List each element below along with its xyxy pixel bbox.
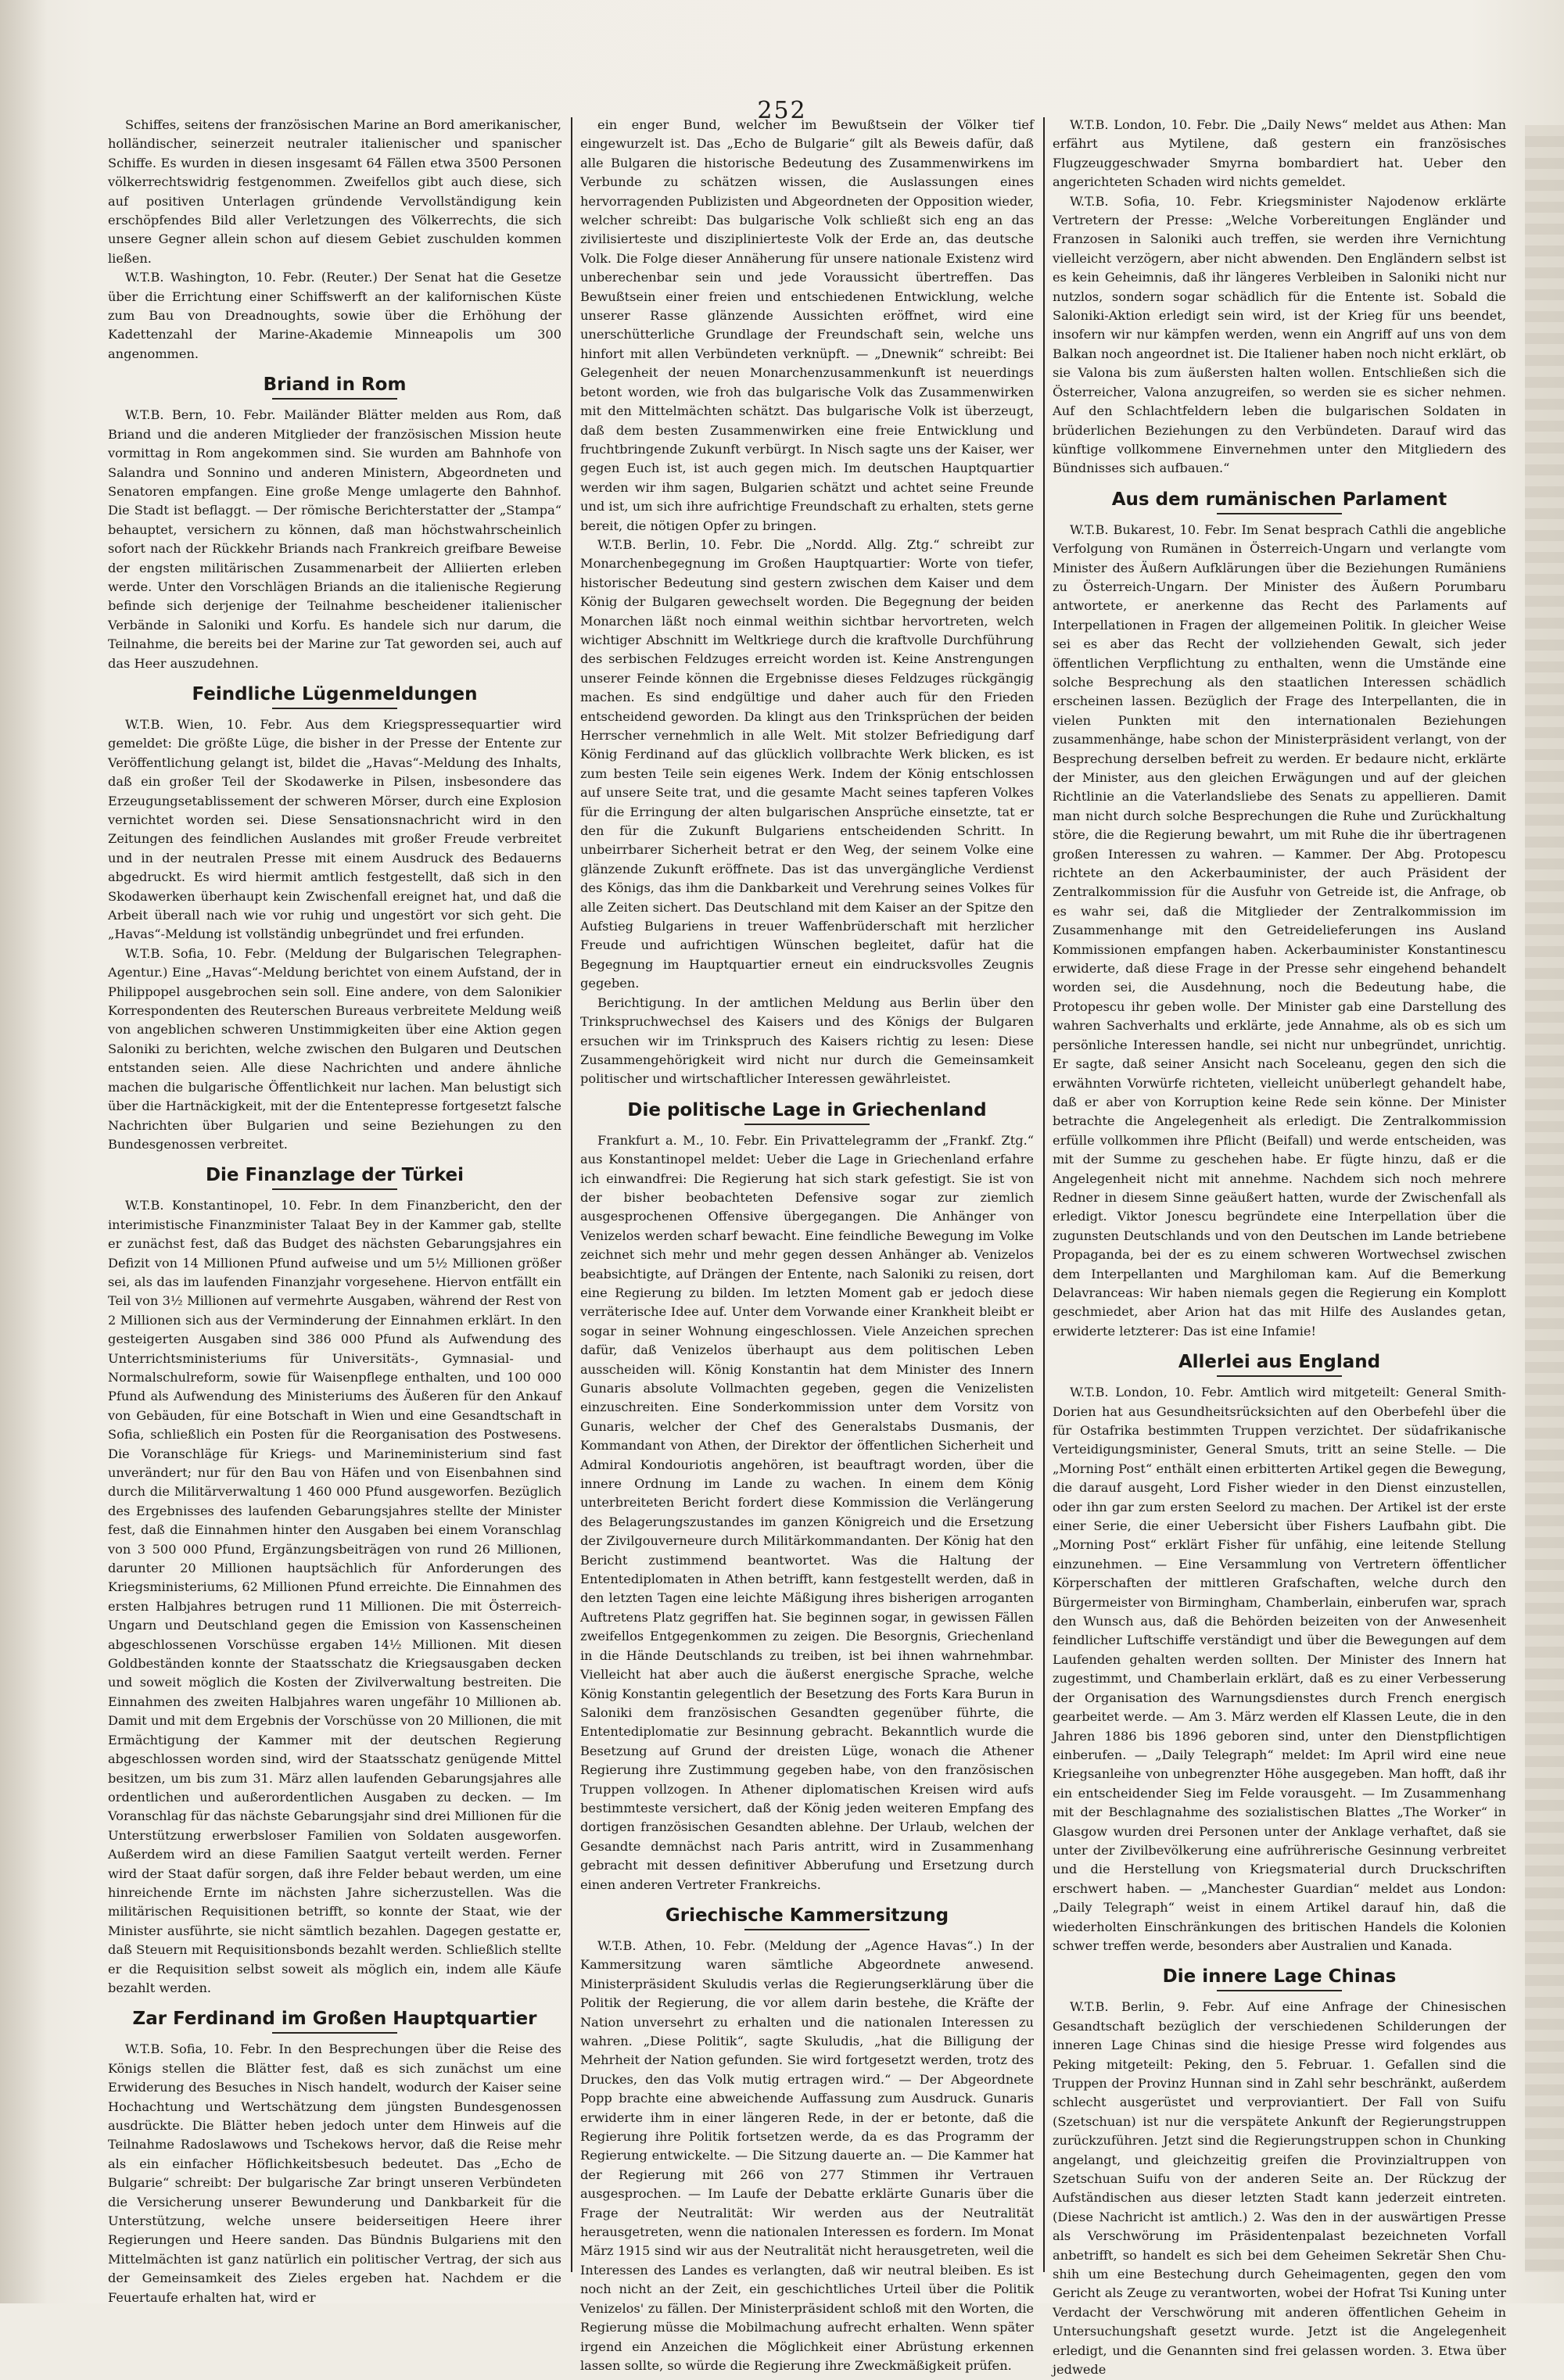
article (1053, 1352, 1506, 1955)
article-paragraph: W.T.B. Wien, 10. Febr. Aus dem Kriegspressequartier wird gemeldet: Die größte Lüge, die bisher in der Presse der Entente zur Veröffentlichung gelangt ist, bildet die „Havas“-Meldung des Inhalts, daß ein großer Teil der Skodawerke in Pilsen, insbesondere das Erzeugungsetablissement der schweren Mörser, durch eine Explosion vernichtet worden sei. Diese Sensationsnachricht wird in den Zeitungen des feindlichen Auslandes mit großer Freude verbreitet und in der neutralen Presse mit einem Ausdruck des Bedauerns abgedruckt. Es wird hiermit amtlich festgestellt, daß sich in den Skodawerken überhaupt kein Zwischenfall ereignet hat, und daß die Arbeit überall nach wie vor ruhig und ungestört vor sich geht. Die „Havas“-Meldung ist vollständig unbegründet und frei erfunden. (108, 716, 561, 942)
article-paragraph: W.T.B. Athen, 10. Febr. (Meldung der „Agence Havas“.) In der Kammersitzung waren sämtliche Abgeordnete anwesend. Ministerpräsident Skuludis verlas die Regierungserklärung über die Politik der Regierung, die vor allem darin bestehe, die Kräfte der Nation unversehrt zu erhalten und die nationalen Interessen zu wahren. „Diese Politik“, sagte Skuludis, „hat die Billigung der Mehrheit der Nation gefunden. Sie wird fortgesetzt werden, trotz des Druckes, den das Volk mutig ertragen wird.“ — Der Abgeordnete Popp brachte eine abweichende Auffassung zum Ausdruck. Gunaris erwiderte ihm in einer längeren Rede, in der er betonte, daß die Regierung ihre Politik fortsetzen werde, da es das Programm der Regierung entwickelte. — Die Sitzung dauerte an. — Die Kammer hat der Regierung mit 266 von 277 Stimmen ihr Vertrauen ausgesprochen. — Im Laufe der Debatte erklärte Gunaris über die Frage der Neutralität: Wir werden aus der Neutralität herausgetreten, wenn die nationalen Interessen es fordern. Im Monat März 1915 sind wir aus der Neutralität nicht herausgetreten, weil die Interessen des Landes es verlangten, daß wir neutral bleiben. Es ist noch nicht an der Zeit, ein geschichtliches Urteil über die Politik Venizelos' zu fällen. Der Ministerpräsident schloß mit den Worten, die Regierung müsse die Mobilmachung aufrecht erhalten. Wenn später irgend ein Anzeichen die Möglichkeit einer Abrüstung erkennen lassen sollte, so würde die Regierung ihre Zweckmäßigkeit prüfen. (580, 1937, 1034, 2373)
article-paragraph: Schiffes, seitens der französischen Marine an Bord amerikanischer, holländischer, seinerzeit neutraler italienischer und spanischer Schiffe. Es wurden in diesen insgesamt 64 Fällen etwa 3500 Personen völkerrechtswidrig festgenommen. Zweifellos gibt auch diese, sich auf positiven Unterlagen gründende Vervollständigung kein erschöpfendes Bild aller Verletzungen des Völkerrechts, die sich unsere Gegner allein schon auf diesem Gebiet zuschulden kommen ließen. (108, 117, 561, 266)
article-paragraph: W.T.B. Sofia, 10. Febr. Kriegsminister Najodenow erklärte Vertretern der Presse: „Welche Vorbereitungen Engländer und Franzosen in Saloniki auch treffen, sie werden ihre Vernichtung vielleicht verzögern, aber nicht abwenden. Den Engländern selbst ist es kein Geheimnis, daß ihr längeres Verbleiben in Saloniki nicht nur nutzlos, sondern sogar schädlich für die Entente ist. Sobald die Saloniki-Aktion erledigt sein wird, ist der Krieg für uns beendet, insofern wir nur kämpfen werden, wenn ein Angriff auf uns von dem Balkan noch angeordnet ist. Die Italiener haben noch nicht erklärt, ob sie Valona bis zum äußersten halten wollen. Entschließen sich die Österreicher, Valona anzugreifen, so werden sie es sicher nehmen. Auf den Schlachtfeldern leben die bulgarischen Soldaten in brüderlichen Beziehungen zu den Verbündeten. Darauf wird das künftige vollkommene Einvernehmen unter den Mitgliedern des Bündnisses sich aufbauen.“ (1053, 193, 1506, 476)
article-headline: Allerlei aus England (1178, 1352, 1381, 1373)
article (1053, 116, 1506, 479)
article-paragraph: W.T.B. Berlin, 9. Febr. Auf eine Anfrage der Chinesischen Gesandtschaft bezüglich der verschiedenen Schilderungen der inneren Lage Chinas sind die hiesige Presse wird folgendes aus Peking mitgeteilt: Peking, den 5. Februar. 1. Gefallen sind die Truppen der Provinz Hunnan sind in Zahl sehr beschränkt, außerdem schlecht ausgerüstet und verproviantiert. Der Fall von Suifu (Szetschuan) ist nur die verspätete Ankunft der Regierungstruppen zurückzuführen. Jetzt sind die Regierungstruppen schon in Chunking angelangt, und gleichzeitig greifen die Provinzialtruppen von Szetschuan Suifu von der anderen Seite an. Der Rückzug der Aufständischen aus dieser letzten Stadt kann jederzeit eintreten. (Diese Nachricht ist amtlich.) 2. Was den in der auswärtigen Presse als Verschwörung im Präsidentenpalast bezeichneten Vorfall anbetrifft, so handelt es sich bei dem Geheimen Sekretär Shen Chu-shih um eine Bestechung durch Geheimagenten, gegen den vom Gericht als Zeuge zu verantworten, wobei der Hofrat Tsi Kuning unter Verdacht der Verschwörung mit anderen öffentlichen Geheim in Untersuchungshaft gesetzt wurde. Jetzt ist die Angelegenheit erledigt, und die Genannten sind frei gelassen worden. 3. Etwa über jedwede (1053, 1999, 1506, 2378)
column-divider (571, 117, 572, 2272)
article (108, 375, 561, 673)
headline-rule (744, 1929, 870, 1930)
article-headline: Feindliche Lügenmeldungen (192, 683, 478, 704)
article (108, 1165, 561, 1998)
headline-rule (272, 398, 397, 400)
article-paragraph: Frankfurt a. M., 10. Febr. Ein Privattelegramm der „Frankf. Ztg.“ aus Konstantinopel meldet: Ueber die Lage in Griechenland erfahre ich einwandfrei: Die Regierung hat sich stark gefestigt. Sie ist von der bisher beobachteten Defensive sogar zur ziemlich ausgesprochenen Offensive übergegangen. Die Anhänger von Venizelos werden scharf bewacht. Eine feindliche Bewegung im Volke zeichnet sich mehr und mehr gegen dessen Anhänger ab. Venizelos beabsichtigte, auf Drängen der Entente, nach Saloniki zu reisen, dort eine Regierung zu bilden. Im letzten Moment gab er jedoch diese verräterische Idee auf. Unter dem Vorwande einer Krankheit bleibt er sogar in seiner Wohnung eingeschlossen. Viele Anzeichen sprechen dafür, daß Venizelos überhaupt aus dem politischen Leben ausscheiden will. König Konstantin hat dem Minister des Innern Gunaris absolute Vollmachten gegeben, gegen die Venizelisten einzuschreiten. Eine Sonderkommission unter dem Vorsitz von Gunaris, welcher der Chef des Generalstabs Dusmanis, der Kommandant von Athen, der Direktor der öffentlichen Sicherheit und Admiral Kondouriotis angehören, ist beauftragt worden, über die innere Ordnung im Lande zu wachen. In einem dem König unterbreiteten Bericht fordert diese Kommission die Verlängerung des Belagerungszustandes im ganzen Königreich und die Ersetzung der Zivilgouverneure durch Militärkommandanten. Der König hat den Bericht zustimmend beantwortet. Was die Haltung der Ententediplomaten in Athen betrifft, kann festgestellt werden, daß in den letzten Tagen eine leichte Mäßigung ihres bisherigen arroganten Auftretens Platz gegriffen hat. Sie beginnen sogar, in gewissen Fällen zweifellos Entgegenkommen zu zeigen. Die Besorgnis, Griechenland in die Hände Deutschlands zu treiben, ist bei ihnen wahrnehmbar. Vielleicht hat aber auch die äußerst energische Sprache, welche König Konstantin gelegentlich der Besetzung des Forts Kara Burun in Saloniki dem französischen Gesandten gegenüber führte, die Ententediplomatie zur Besinnung gebracht. Bekanntlich wurde die Besetzung auf Grund der dreisten Lüge, wonach die Athener Regierung ihre Zustimmung gegeben habe, von den französischen Truppen vollzogen. In Athener diplomatischen Kreisen wird aufs bestimmteste versichert, daß der König jeden weiteren Empfang des dortigen französischen Gesandten ablehne. Der Urlaub, welchen der Gesandte demnächst nach Paris antritt, wird in Zusammenhang gebracht mit dessen definitiver Abberufung und Ersetzung durch einen anderen Vertreter Frankreichs. (580, 1132, 1034, 1892)
page-edge-shadow (0, 0, 47, 2303)
article-headline: Die innere Lage Chinas (1162, 1966, 1397, 1988)
article-paragraph: W.T.B. Bern, 10. Febr. Mailänder Blätter melden aus Rom, daß Briand und die anderen Mitglieder der französischen Mission heute vormittag in Rom angekommen sind. Sie wurden am Bahnhofe von Salandra und Sonnino und anderen Ministern, Abgeordneten und Senatoren empfangen. Eine große Menge umlagerte den Bahnhof. Die Stadt ist beflaggt. — Der römische Berichterstatter der „Stampa“ behauptet, versichern zu können, daß man höchstwahrscheinlich sofort nach der Rückkehr Briands nach Frankreich greifbare Beweise der engsten militärischen Zusammenarbeit der Alliierten erleben werde. Unter den Vorschlägen Briands an die italienische Regierung befinde sich derjenige der Teilnahme bescheidener italienischer Verbände in Saloniki und Korfu. Es handele sich nur darum, die Teilnahme, die bereits bei der Marine zur Tat geworden sei, auch auf das Heer auszudehnen. (108, 407, 561, 671)
column-divider (1043, 117, 1045, 2272)
article-paragraph: W.T.B. Bukarest, 10. Febr. Im Senat besprach Cathli die angebliche Verfolgung von Rumänen in Österreich-Ungarn und verlangte vom Minister des Äußern Aufklärungen über die Beziehungen Rumäniens zu Österreich-Ungarn. Der Minister des Äußern Porumbaru antwortete, er anerkenne das Recht des Parlaments auf Interpellationen in Fragen der allgemeinen Politik. In gleicher Weise sei es aber das Recht der vollziehenden Gewalt, sich jeder öffentlichen Verpflichtung zu enthalten, wenn die Umstände eine solche Besprechung als den staatlichen Interessen schädlich erscheinen lassen. Bezüglich der Frage des Interpellanten, die in vielen Punkten mit den internationalen Beziehungen zusammenhänge, habe schon der Ministerpräsident verlangt, von der Besprechung derselben befreit zu werden. Er bedaure nicht, erklärte der Minister, aus den gleichen Erwägungen und auf der gleichen Richtlinie an die Vaterlandsliebe des Senats zu appellieren. Damit man nicht durch solche Besprechungen die Ruhe und Zurückhaltung störe, die die Regierung bewahrt, um mit Ruhe die ihr übertragenen großen Interessen zu wahren. — Kammer. Der Abg. Protopescu richtete an den Ackerbauminister, der auch Präsident der Zentralkommission für die Ausfuhr von Getreide ist, die Anfrage, ob es wahr sei, daß die Mitglieder der Zentralkommission im Zusammenhange mit den Getreidelieferungen ins Ausland Kommissionen empfangen haben. Ackerbauminister Konstantinescu erwiderte, daß diese Frage in der Presse sehr eingehend behandelt worden sei, die Ausdehnung, noch die Bedeutung habe, die Protopescu ihr geben wolle. Der Minister gab eine Darstellung des wahren Sachverhalts und erklärte, jede Annahme, als ob es sich um persönliche Interessen handle, sei nicht nur unbegründet, unrichtig. Er sagte, daß seiner Ansicht nach Soceleanu, gegen den sich die erwähnten Vorwürfe richteten, vielleicht unüberlegt gehandelt habe, daß er aber von Korruption keine Rede sein könne. Der Minister betrachte die Angelegenheit als erledigt. Die Zentralkommission erfülle vollkommen ihre Pflicht (Beifall) und werde entscheiden, was mit der Summe zu geschehen habe. Er fügte hinzu, daß er die Angelegenheit nicht mit annehme. Nachdem sich noch mehrere Redner in diesem Sinne geäußert hatten, wurde der Zwischenfall als erledigt. Viktor Jonescu begründete eine Interpellation über die zugunsten Deutschlands und von den Deutschen im Lande betriebene Propaganda, bei der es zu einem schweren Wortwechsel zwischen dem Interpellanten und Marghiloman kam. Auf die Bemerkung Delavranceas: Wir haben niemals gegen die Regierung ein Komplott geschmiedet, aber Arion hat das mit Hilfe des Auslandes getan, erwiderte letzterer: Das ist eine Infamie! (1053, 522, 1506, 1339)
adjacent-page-strip (1525, 125, 1564, 2272)
column-1 (108, 116, 561, 2305)
article-headline: Zar Ferdinand im Großen Hauptquartier (132, 2009, 537, 2030)
article (580, 1100, 1034, 1894)
article (108, 116, 561, 364)
article-paragraph: W.T.B. London, 10. Febr. Amtlich wird mitgeteilt: General Smith-Dorien hat aus Gesundheitsrücksichten auf den Oberbefehl über die für Ostafrika bestimmten Truppen verzichtet. Der südafrikanische Verteidigungsminister, General Smuts, tritt an seine Stelle. — Die „Morning Post“ enthält einen erbitterten Artikel gegen die Bewegung, die darauf ausgeht, Lord Fisher wieder in den Dienst einzustellen, oder ihn gar zum ersten Seelord zu machen. Der Artikel ist der erste einer Serie, die einer Uebersicht über Fishers Laufbahn gibt. Die „Morning Post“ erklärt Fisher für unfähig, eine leitende Stellung einzunehmen. — Eine Versammlung von Vertretern öffentlicher Körperschaften der mittleren Grafschaften, welche durch den Bürgermeister von Birmingham, Chamberlain, einberufen war, sprach den Wunsch aus, daß die Behörden beizeiten von der Anwesenheit feindlicher Luftschiffe verständigt und über die Bewegungen auf dem Laufenden gehalten werden sollten. Der Minister des Innern hat zugestimmt, und Chamberlain erklärt, daß es zu einer Verbesserung der Organisation des Warnungsdienstes durch French energisch gearbeitet werde. — Am 3. März werden elf Klassen Leute, die in den Jahren 1886 bis 1896 geboren sind, unter den Dienstpflichtigen einberufen. — „Daily Telegraph“ meldet: Im April wird eine neue Kriegsanleihe von unbegrenzter Höhe ausgegeben. Man hofft, daß ihr ein entscheidender Sieg im Felde vorausgeht. — Im Zusammenhang mit der Beschlagnahme des sozialistischen Blattes „The Worker“ in Glasgow wurden drei Personen unter der Anklage verhaftet, daß sie unter der Zivilbevölkerung eine aufrührerische Gesinnung verbreitet und die Herstellung von Kriegsmaterial durch Druckschriften erschwert haben. — „Manchester Guardian“ meldet aus London: „Daily Telegraph“ weist in einem Artikel darauf hin, daß die wiederholten Einschränkungen des britischen Handels die Kolonien schwer treffen werde, besonders aber Australien und Kanada. (1053, 1385, 1506, 1953)
headline-rule (1217, 513, 1342, 514)
article-paragraph: W.T.B. Washington, 10. Febr. (Reuter.) Der Senat hat die Gesetze über die Errichtung einer Schiffswerft an der kalifornischen Küste zum Bau von Dreadnoughts, sowie über die Erhöhung der Kadettenzahl der Marine-Akademie Minneapolis um 300 angenommen. (108, 270, 561, 361)
headline-rule (1217, 1990, 1342, 1991)
article-paragraph: ein enger Bund, welcher im Bewußtsein der Völker tief eingewurzelt ist. Das „Echo de Bulgarie“ gilt als Beweis dafür, daß alle Bulgaren die historische Bedeutung des Zusammenwirkens im Verbunde zu schätzen wissen, die Auslassungen eines hervorragenden Publizisten und Abgeordneten der Opposition wieder, welcher schreibt: Das bulgarische Volk schließt sich eng an das zivilisierteste und disziplinierteste Volk der Erde an, das deutsche Volk. Die Folge dieser Annäherung für unsere nationale Existenz wird unberechenbar sein und jede Voraussicht übertreffen. Das Bewußtsein einer freien und entschiedenen Entwicklung, welche unserer Rasse glänzende Aussichten eröffnet, wird eine unerschütterliche Grundlage der Freundschaft sein, welche uns hinfort mit allen Verbündeten verknüpft. — „Dnewnik“ schreibt: Bei Gelegenheit der neuen Monarchenzusammenkunft ist neuerdings betont worden, wie froh das bulgarische Volk das Zusammenwirken mit den Mittelmächten schätzt. Das bulgarische Volk ist überzeugt, daß dem besten Zusammenwirken eine freie Entwicklung und fruchtbringende Zukunft verbürgt. In Nisch sagte uns der Kaiser, wer gegen Euch ist, ist auch gegen mich. Im deutschen Hauptquartier werden wir ihm sagen, Bulgarien schätzt und achtet seine Freunde und ist, um sich ihre aufrichtige Freundschaft zu erhalten, stets gerne bereit, die nötigen Opfer zu bringen. (580, 117, 1034, 533)
article-paragraph: W.T.B. Konstantinopel, 10. Febr. In dem Finanzbericht, den der interimistische Finanzminister Talaat Bey in der Kammer gab, stellte er zunächst fest, daß das Budget des nächsten Gebarungsjahres ein Defizit von 14 Millionen Pfund aufweise und um 5½ Millionen größer sei, als das im laufenden Finanzjahr vorgesehene. Hiervon entfällt ein Teil von 3½ Millionen auf vermehrte Ausgaben, während der Rest von 2 Millionen sich aus der Verminderung der Einnahmen erklärt. In den gesteigerten Ausgaben sind 386 000 Pfund als Aufwendung des Unterrichtsministeriums für Universitäts-, Gymnasial- und Normalschulreform, sowie für Waisenpflege enthalten, und 100 000 Pfund als Aufwendung des Ministeriums des Äußeren für den Ankauf von Gebäuden, für eine Botschaft in Wien und eine Gesandtschaft in Sofia, schließlich ein Posten für die Reorganisation des Postwesens. Die Voranschläge für Kriegs- und Marineministerium sind fast unverändert; nur für den Bau von Häfen und von Eisenbahnen sind durch die Militärverwaltung 1 460 000 Pfund ausgeworfen. Bezüglich des Ergebnisses des laufenden Gebarungsjahres stellte der Minister fest, daß die Einnahmen hinter den Ausgaben bei einem Voranschlag von 3 500 000 Pfund, Ergänzungsbeiträgen von rund 26 Millionen, darunter 20 Millionen hauptsächlich für Anforderungen des Kriegsministeriums, 62 Millionen Pfund erreichte. Die Einnahmen des ersten Halbjahres betrugen rund 11 Millionen. Die mit Österreich-Ungarn und Deutschland gegen die Emission von Kassenscheinen abgeschlossenen Vorschüsse ergaben 14½ Millionen. Mit diesen Goldbeständen konnte der Staatsschatz die Kriegsausgaben decken und soweit möglich die Kosten der Zivilverwaltung bestreiten. Die Einnahmen des zweiten Halbjahres waren ungefähr 10 Millionen ab. Damit und mit dem Ergebnis der Vorschüsse von 20 Millionen, die mit Ermächtigung der Kammer mit der deutschen Regierung abgeschlossen worden sind, wird der Staatsschatz genügende Mittel besitzen, um bis zum 31. März allen laufenden Gebarungsjahres alle ordentlichen und außerordentlichen Ausgaben zu decken. — Im Voranschlag für das nächste Gebarungsjahr sind drei Millionen für die Unterstützung erwerbsloser Familien von Soldaten ausgeworfen. Außerdem wird an diese Familien Saatgut verteilt werden. Ferner wird der Staat dafür sorgen, daß ihre Felder bebaut werden, um eine hinreichende Ernte im nächsten Jahre sicherzustellen. Was die militärischen Requisitionen betrifft, so konnte der Staat, wie der Minister ausführte, sie nicht sämtlich bezahlen. Dagegen gestatte er, daß Steuern mit Requisitionsbonds bezahlt werden. Schließlich stellte er die Requisition selbst soweit als möglich ein, indem alle Käufe bezahlt werden. (108, 1198, 561, 1995)
headline-rule (272, 2032, 397, 2034)
article-paragraph: W.T.B. Sofia, 10. Febr. (Meldung der Bulgarischen Telegraphen-Agentur.) Eine „Havas“-Meldung berichtet von einem Aufstand, der in Philippopel ausgebrochen sein soll. Eine andere, von dem Salonikier Korrespondenten des Reuterschen Bureaus verbreitete Meldung weiß von angeblichen schweren Unstimmigkeiten über eine Aktion gegen Saloniki zu berichten, welche zwischen den Bulgaren und Deutschen entstanden seien. Alle diese Nachrichten und andere ähnliche machen die bulgarische Öffentlichkeit nur lachen. Man belustigt sich über die Hartnäckigkeit, mit der die Ententepresse fortgesetzt falsche Nachrichten über Bulgarien und seine Beziehungen zu den Bundesgenossen verbreitet. (108, 945, 561, 1152)
article-headline: Briand in Rom (263, 375, 407, 396)
headline-rule (744, 1124, 870, 1125)
article (108, 2009, 561, 2307)
article-paragraph: Berichtigung. In der amtlichen Meldung aus Berlin über den Trinkspruchwechsel des Kaisers und des Königs der Bulgaren ersuchen wir im Trinkspruch des Kaisers richtig zu lesen: Diese Zusammengehörigkeit wird nicht nur durch die Gemeinsamkeit politischer und wirtschaftlicher Interessen gewährleistet. (580, 995, 1034, 1087)
page-number: 252 (757, 97, 807, 124)
article-paragraph: W.T.B. London, 10. Febr. Die „Daily News“ meldet aus Athen: Man erfährt aus Mytilene, daß gestern ein französisches Flugzeuggeschwader Smyrna bombardiert hat. Ueber den angerichteten Schaden wird nichts gemeldet. (1053, 117, 1506, 190)
headline-rule (272, 1188, 397, 1190)
headline-rule (272, 708, 397, 709)
article (1053, 1966, 1506, 2379)
article (1053, 489, 1506, 1341)
article (108, 684, 561, 1154)
column-2 (580, 116, 1034, 2373)
article-paragraph: W.T.B. Berlin, 10. Febr. Die „Nordd. Allg. Ztg.“ schreibt zur Monarchenbegegnung im Großen Hauptquartier: Worte von tiefer, historischer Bedeutung sind gestern zwischen dem Kaiser und dem König der Bulgaren gewechselt worden. Die Begegnung der beiden Monarchen läßt noch einmal weithin sichtbar hervortreten, welch wichtiger Abschnitt im Weltkriege durch die kraftvolle Durchführung des serbischen Feldzuges erreicht worden ist. Keine Anstrengungen unserer Feinde können die Ergebnisse dieses Feldzuges rückgängig machen. Es sind endgültige und daher auch für den Frieden entscheidend geworden. Da klingt aus den Trinksprüchen der beiden Herrscher vernehmlich in alle Welt. Mit stolzer Befriedigung darf König Ferdinand auf das glücklich vollbrachte Werk blicken, es ist zum besten Teile sein eigenes Werk. Indem der König entschlossen auf unsere Seite trat, und die gesamte Macht seines tapferen Volkes für die Erringung der alten bulgarischen Ansprüche einsetzte, tat er den für die Zukunft Bulgariens entscheidenden Schritt. In unbeirrbarer Sicherheit betrat er den Weg, der seinem Volke eine glänzende Zukunft eröffnete. Das ist das unvergängliche Verdienst des Königs, das ihm die Dankbarkeit und Verehrung seines Volkes für alle Zeiten sichert. Das Deutschland mit dem Kaiser an der Spitze den Aufstieg Bulgariens in treuer Waffenbrüderschaft mit herzlicher Freude und aufrichtigen Wünschen begleitet, dafür hat die Begegnung im Hauptquartier erneut ein eindrucksvolles Zeugnis gegeben. (580, 536, 1034, 991)
article-headline: Die politische Lage in Griechenland (627, 1099, 987, 1120)
article (580, 116, 1034, 1089)
article-headline: Aus dem rumänischen Parlament (1111, 489, 1447, 510)
headline-rule (1217, 1375, 1342, 1377)
article-paragraph: W.T.B. Sofia, 10. Febr. In den Besprechungen über die Reise des Königs stellen die Blätter fest, daß es sich zunächst um eine Erwiderung des Besuches in Nisch handelt, wodurch der Kaiser seine Hochachtung und Wertschätzung dem jüngsten Bundesgenossen ausdrückte. Die Blätter heben jedoch unter dem Hinweis auf die Teilnahme Radoslawows und Tschekows hervor, daß die Reise mehr als ein einfacher Höflichkeitsbesuch bedeutet. Das „Echo de Bulgarie“ schreibt: Der bulgarische Zar bringt unseren Verbündeten die Versicherung unserer Bewunderung und Dankbarkeit für die Unterstützung, welche unsere beiderseitigen Heere ihrer Regierungen und Heere sanden. Das Bündnis Bulgariens mit den Mittelmächten ist ganz natürlich ein politischer Vertrag, der sich aus der Gemeinsamkeit des Zieles ergeben hat. Nachdem er die Feuertaufe erhalten hat, wird er (108, 2041, 561, 2305)
article-headline: Die Finanzlage der Türkei (205, 1165, 465, 1186)
column-3 (1053, 116, 1506, 2378)
article (580, 1905, 1034, 2375)
article-headline: Griechische Kammersitzung (665, 1905, 949, 1926)
